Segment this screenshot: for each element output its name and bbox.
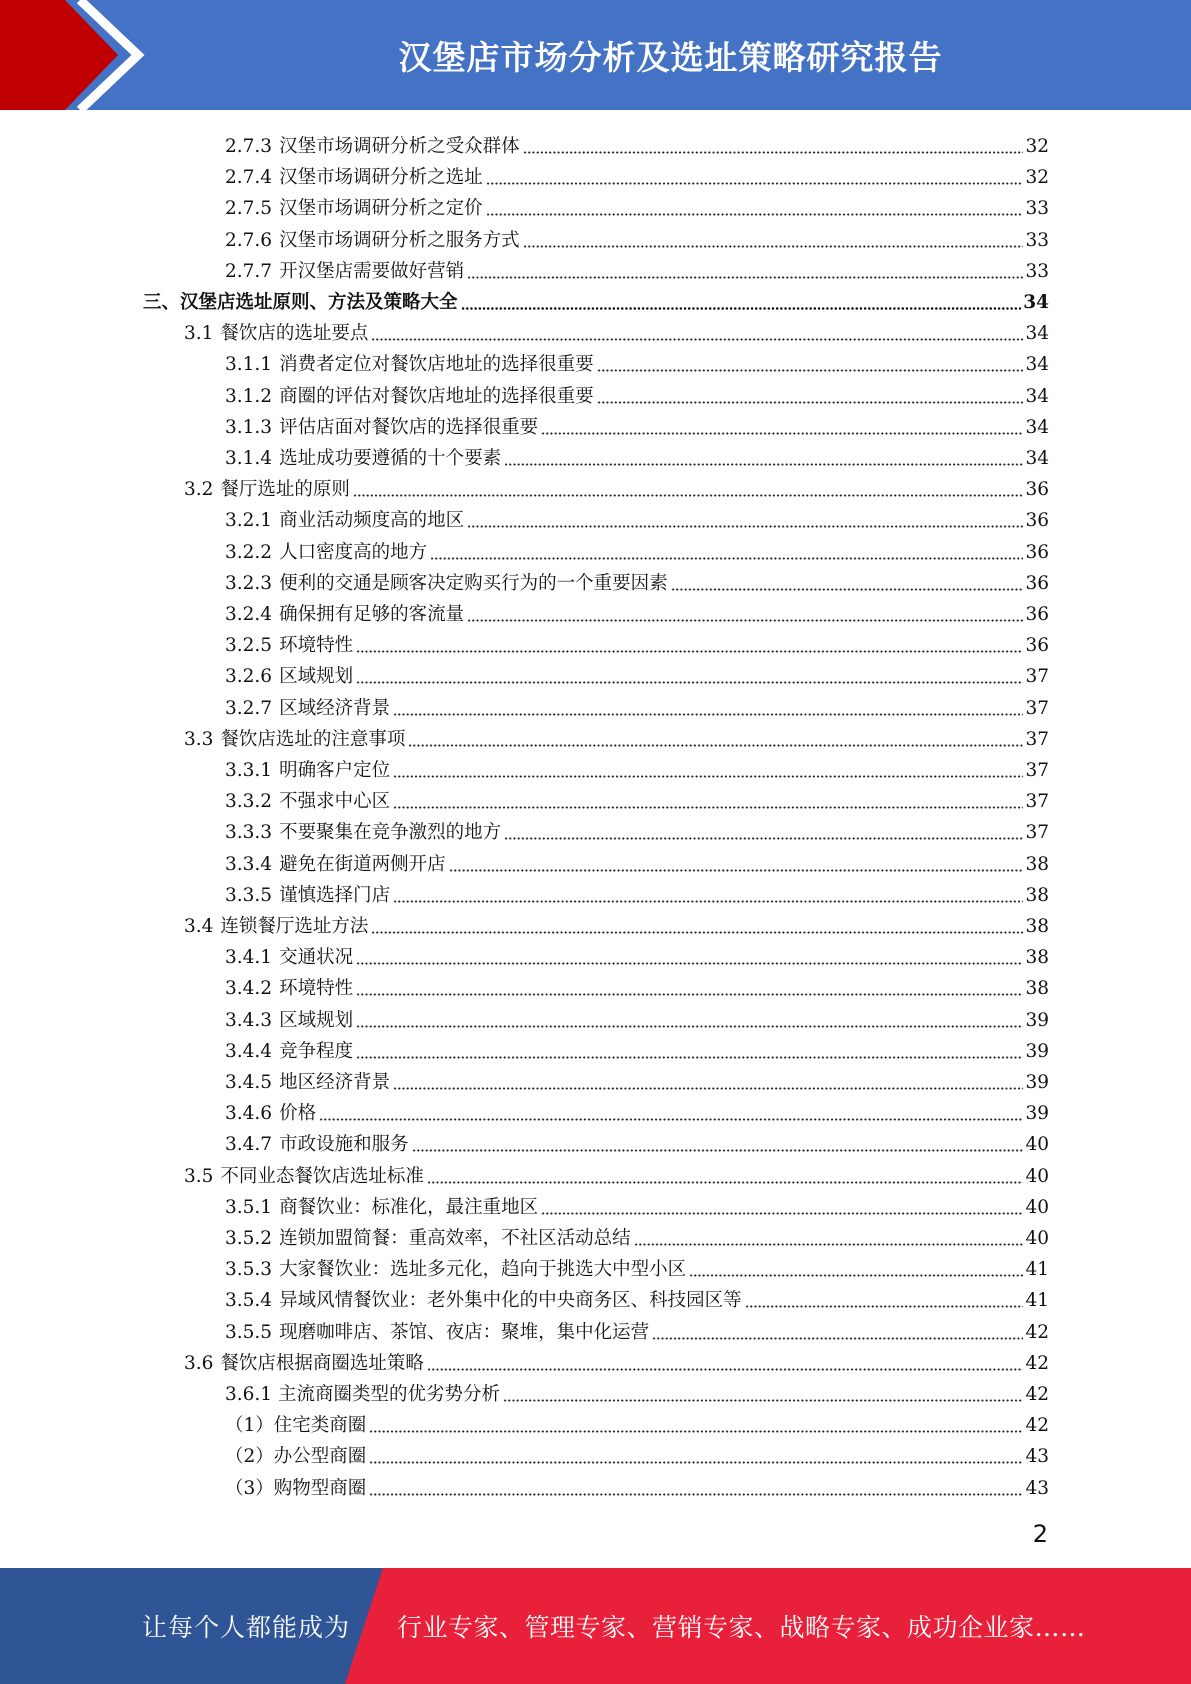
toc-entry-number: 3.4.5 <box>225 1072 273 1093</box>
toc-entry-page: 32 <box>1025 136 1049 157</box>
toc-entry[interactable] <box>225 345 1049 376</box>
toc-entry-number: 3.4.2 <box>225 978 273 1000</box>
toc-entry[interactable] <box>225 501 1049 532</box>
toc-entry-page: 40 <box>1025 1165 1049 1187</box>
toc-entry-page: 39 <box>1025 1103 1049 1125</box>
toc-entry-title: 人口密度高的地方 <box>279 541 428 563</box>
toc-dot-leader <box>504 837 1023 840</box>
toc-dot-leader <box>486 182 1024 185</box>
toc-entry-title: （3）购物型商圈 <box>225 1477 367 1499</box>
toc-dot-leader <box>371 931 1023 934</box>
toc-entry-title: 不强求中心区 <box>279 791 391 813</box>
toc-entry-page: 34 <box>1025 354 1049 376</box>
toc-entry-number: 2.7.6 <box>225 229 273 251</box>
toc-entry-page: 36 <box>1025 572 1049 594</box>
toc-entry-page: 38 <box>1025 978 1049 1000</box>
toc-entry[interactable] <box>225 782 1049 813</box>
toc-entry-page: 38 <box>1025 884 1049 906</box>
toc-entry-page: 38 <box>1025 853 1049 875</box>
page-footer <box>0 1568 1191 1684</box>
toc-entry-number: 3.3.2 <box>225 791 273 813</box>
toc-entry-page: 42 <box>1025 1352 1049 1374</box>
toc-entry-number: 2.7.4 <box>225 167 273 189</box>
toc-entry-page: 34 <box>1023 292 1049 313</box>
toc-dot-leader <box>371 338 1023 341</box>
toc-entry-title: 交通状况 <box>279 947 354 969</box>
toc-dot-leader <box>356 993 1023 996</box>
toc-entry-number: 3.2.4 <box>225 604 273 625</box>
toc-entry[interactable] <box>225 189 1049 220</box>
toc-dot-leader <box>356 681 1023 684</box>
toc-entry-number: 3.3.3 <box>225 822 273 844</box>
toc-entry[interactable] <box>225 127 1049 158</box>
toc-dot-leader <box>393 713 1023 716</box>
toc-entry-page: 42 <box>1025 1321 1049 1343</box>
toc-dot-leader <box>541 1212 1023 1215</box>
toc-entry-number: 2.7.7 <box>225 260 273 282</box>
toc-dot-leader <box>356 650 1023 653</box>
toc-entry[interactable] <box>225 689 1049 720</box>
toc-dot-leader <box>393 900 1023 903</box>
toc-entry-title: 环境特性 <box>279 635 354 657</box>
toc-entry-title: 区域经济背景 <box>279 697 391 719</box>
toc-entry-title: 谨慎选择门店 <box>279 884 391 906</box>
toc-entry-number: 3.4 <box>184 916 214 937</box>
toc-entry-title: （1）住宅类商圈 <box>225 1415 367 1437</box>
toc-entry[interactable] <box>143 283 1049 314</box>
toc-entry[interactable] <box>225 876 1049 907</box>
toc-dot-leader <box>634 1243 1024 1246</box>
toc-entry-number: 3.1.1 <box>225 354 273 376</box>
toc-entry-page: 43 <box>1025 1446 1049 1468</box>
toc-entry-title: 餐饮店选址的注意事项 <box>220 728 406 750</box>
toc-dot-leader <box>523 245 1024 248</box>
toc-dot-leader <box>503 1399 1023 1402</box>
toc-dot-leader <box>504 463 1023 466</box>
toc-entry-title: 确保拥有足够的客流量 <box>279 604 465 625</box>
toc-entry[interactable] <box>225 1125 1049 1156</box>
toc-dot-leader <box>393 775 1023 778</box>
toc-entry-title: 不要聚集在竞争激烈的地方 <box>279 822 502 844</box>
toc-entry-number: 3.4.6 <box>225 1103 273 1125</box>
toc-dot-leader <box>449 869 1024 872</box>
toc-entry-page: 33 <box>1025 229 1049 251</box>
page-header <box>0 0 1191 110</box>
toc-entry[interactable] <box>225 1188 1049 1219</box>
toc-entry[interactable] <box>184 1157 1049 1188</box>
toc-entry[interactable] <box>225 439 1049 470</box>
toc-entry[interactable] <box>225 1250 1049 1281</box>
toc-entry[interactable] <box>184 1344 1049 1375</box>
toc-entry-number: 3.4.1 <box>225 947 273 969</box>
toc-entry-title: 汉堡市场调研分析之受众群体 <box>279 136 520 157</box>
toc-entry[interactable] <box>225 1469 1049 1500</box>
toc-entry-page: 41 <box>1025 1259 1049 1281</box>
toc-entry[interactable] <box>225 626 1049 657</box>
toc-entry-number: 3.5 <box>184 1165 214 1187</box>
toc-entry-page: 32 <box>1025 167 1049 189</box>
toc-entry[interactable] <box>184 720 1049 751</box>
toc-dot-leader <box>408 744 1023 747</box>
toc-entry-page: 42 <box>1025 1415 1049 1437</box>
toc-entry-title: 开汉堡店需要做好营销 <box>279 260 465 282</box>
toc-entry-number: 3.2.2 <box>225 541 273 563</box>
toc-entry-number: 3.3.4 <box>225 853 273 875</box>
toc-entry-page: 33 <box>1025 260 1049 282</box>
toc-entry-title: 商圈的评估对餐饮店地址的选择很重要 <box>279 385 594 407</box>
toc-entry-title: 餐饮店的选址要点 <box>220 323 369 345</box>
toc-entry-title: 环境特性 <box>279 978 354 1000</box>
toc-entry-title: 区域规划 <box>279 666 354 688</box>
toc-entry-number: 3.2.6 <box>225 666 273 688</box>
toc-entry-title: 连锁餐厅选址方法 <box>220 916 369 937</box>
toc-entry-page: 34 <box>1025 416 1049 438</box>
toc-entry[interactable] <box>225 1281 1049 1312</box>
toc-entry-title: 异域风情餐饮业：老外集中化的中央商务区、科技园区等 <box>279 1290 742 1312</box>
toc-entry-title: 餐厅选址的原则 <box>220 479 350 501</box>
toc-entry-title: 连锁加盟简餐：重高效率，不社区活动总结 <box>279 1228 631 1249</box>
toc-entry[interactable] <box>225 751 1049 782</box>
toc-entry-title: 现磨咖啡店、茶馆、夜店：聚堆，集中化运营 <box>279 1321 650 1343</box>
toc-entry-page: 36 <box>1025 510 1049 532</box>
toc-entry-title: 3.6.1 主流商圈类型的优劣势分析 <box>225 1384 500 1405</box>
toc-dot-leader <box>353 494 1024 497</box>
toc-entry[interactable] <box>225 1219 1049 1250</box>
toc-entry-page: 36 <box>1025 541 1049 563</box>
toc-entry-number: 3.2 <box>184 479 214 501</box>
toc-entry-title: 市政设施和服务 <box>279 1134 409 1156</box>
toc-entry[interactable] <box>225 408 1049 439</box>
toc-entry[interactable] <box>225 1063 1049 1094</box>
toc-dot-leader <box>597 401 1024 404</box>
toc-entry-number: 3.1.4 <box>225 448 273 469</box>
toc-entry-page: 39 <box>1025 1040 1049 1062</box>
toc-entry-title: 区域规划 <box>279 1009 354 1031</box>
toc-entry[interactable] <box>225 1375 1049 1406</box>
toc-entry-title: 餐饮店根据商圈选址策略 <box>220 1352 424 1374</box>
toc-entry[interactable] <box>225 1313 1049 1344</box>
toc-entry-page: 40 <box>1025 1134 1049 1156</box>
toc-entry-title: 不同业态餐饮店选址标准 <box>220 1165 424 1187</box>
toc-entry-title: 选址成功要遵循的十个要素 <box>279 448 502 469</box>
toc-entry-number: 3.4.4 <box>225 1040 273 1062</box>
toc-dot-leader <box>356 1056 1023 1059</box>
toc-entry-page: 34 <box>1025 385 1049 407</box>
toc-dot-leader <box>689 1274 1023 1277</box>
toc-entry-number: 3.3.1 <box>225 760 273 781</box>
toc-dot-leader <box>652 1337 1023 1340</box>
toc-entry[interactable] <box>225 533 1049 564</box>
toc-entry-page: 40 <box>1025 1196 1049 1218</box>
toc-entry-page: 38 <box>1025 916 1049 937</box>
toc-entry-title: 汉堡市场调研分析之选址 <box>279 167 483 189</box>
toc-dot-leader <box>319 1118 1023 1121</box>
toc-entry-number: 2.7.3 <box>225 136 273 157</box>
toc-entry-page: 37 <box>1025 666 1049 688</box>
toc-entry-page: 36 <box>1025 635 1049 657</box>
toc-entry-page: 41 <box>1025 1290 1049 1312</box>
toc-entry[interactable] <box>225 938 1049 969</box>
toc-dot-leader <box>427 1181 1024 1184</box>
toc-entry-number: 3.3.5 <box>225 884 273 906</box>
toc-entry-number: 3.1 <box>184 323 214 345</box>
toc-dot-leader <box>369 1430 1023 1433</box>
toc-dot-leader <box>356 1025 1023 1028</box>
toc-dot-leader <box>356 962 1023 965</box>
toc-entry-number: 3.2.3 <box>225 572 273 594</box>
toc-entry-page: 43 <box>1025 1477 1049 1499</box>
toc-entry-number: 3.4.7 <box>225 1134 273 1156</box>
toc-entry-title: 便利的交通是顾客决定购买行为的一个重要因素 <box>279 572 668 594</box>
toc-entry[interactable] <box>225 1094 1049 1125</box>
toc-entry-title: 消费者定位对餐饮店地址的选择很重要 <box>279 354 594 376</box>
toc-dot-leader <box>393 1087 1023 1090</box>
toc-entry-title: 明确客户定位 <box>279 760 391 781</box>
toc-entry[interactable] <box>184 907 1049 938</box>
toc-entry-number: 3.4.3 <box>225 1009 273 1031</box>
toc-dot-leader <box>523 151 1024 154</box>
toc-entry-number: 3.2.7 <box>225 697 273 719</box>
toc-entry[interactable] <box>184 470 1049 501</box>
toc-entry-page: 33 <box>1025 198 1049 220</box>
toc-entry[interactable] <box>225 1001 1049 1032</box>
toc-entry-page: 38 <box>1025 947 1049 969</box>
toc-entry[interactable] <box>225 969 1049 1000</box>
toc-entry-page: 34 <box>1025 448 1049 469</box>
toc-entry-title: 评估店面对餐饮店的选择很重要 <box>279 416 539 438</box>
toc-entry[interactable] <box>225 813 1049 844</box>
toc-entry[interactable] <box>225 377 1049 408</box>
toc-dot-leader <box>369 1493 1023 1496</box>
toc-entry[interactable] <box>225 158 1049 189</box>
toc-dot-leader <box>467 276 1023 279</box>
footer-slogan-right: 行业专家、管理专家、营销专家、战略专家、成功企业家…… <box>397 1613 1086 1642</box>
toc-entry[interactable] <box>184 314 1049 345</box>
toc-entry-title: 竞争程度 <box>279 1040 354 1062</box>
toc-entry-page: 36 <box>1025 604 1049 625</box>
footer-slogan-left: 让每个人都能成为 <box>142 1613 351 1642</box>
toc-entry[interactable] <box>225 1437 1049 1468</box>
toc-entry-title: 商业活动频度高的地区 <box>279 510 465 532</box>
toc-entry-page: 36 <box>1025 479 1049 501</box>
toc-dot-leader <box>671 588 1024 591</box>
toc-entry-page: 39 <box>1025 1009 1049 1031</box>
toc-entry-page: 34 <box>1025 323 1049 345</box>
toc-dot-leader <box>369 1461 1023 1464</box>
toc-entry-number: 3.2.1 <box>225 510 273 532</box>
toc-dot-leader <box>461 307 1022 310</box>
toc-entry-title: 汉堡市场调研分析之服务方式 <box>279 229 520 251</box>
toc-entry-title: 商餐饮业：标准化，最注重地区 <box>279 1196 539 1218</box>
toc-entry-title: 大家餐饮业：选址多元化，趋向于挑选大中型小区 <box>279 1259 687 1281</box>
toc-dot-leader <box>467 525 1023 528</box>
toc-entry-title: （2）办公型商圈 <box>225 1446 367 1468</box>
toc-entry-title: 地区经济背景 <box>279 1072 391 1093</box>
toc-entry-title: 三、汉堡店选址原则、方法及策略大全 <box>143 292 458 313</box>
toc-entry-page: 42 <box>1025 1384 1049 1405</box>
toc-entry-title: 汉堡市场调研分析之定价 <box>279 198 483 220</box>
toc-dot-leader <box>430 557 1023 560</box>
toc-dot-leader <box>412 1149 1024 1152</box>
toc-entry-number: 3.5.3 <box>225 1259 273 1281</box>
toc-entry-number: 3.1.3 <box>225 416 273 438</box>
toc-entry-number: 3.5.2 <box>225 1228 273 1249</box>
toc-entry[interactable] <box>225 1032 1049 1063</box>
toc-entry-page: 37 <box>1025 697 1049 719</box>
toc-entry-number: 3.1.2 <box>225 385 273 407</box>
toc-dot-leader <box>486 213 1024 216</box>
toc-entry-number: 3.5.4 <box>225 1290 273 1312</box>
toc-dot-leader <box>467 619 1023 622</box>
toc-entry-page: 37 <box>1025 728 1049 750</box>
toc-dot-leader <box>541 432 1023 435</box>
toc-entry[interactable] <box>225 657 1049 688</box>
toc-entry[interactable] <box>225 221 1049 252</box>
toc-entry-number: 3.3 <box>184 728 214 750</box>
toc-entry-page: 39 <box>1025 1072 1049 1093</box>
toc-entry[interactable] <box>225 595 1049 626</box>
page-number: 2 <box>1032 1520 1048 1548</box>
toc-dot-leader <box>427 1368 1024 1371</box>
toc-entry[interactable] <box>225 845 1049 876</box>
toc-entry-number: 3.5.5 <box>225 1321 273 1343</box>
toc-dot-leader <box>393 806 1023 809</box>
toc-dot-leader <box>597 369 1024 372</box>
toc-entry[interactable] <box>225 1406 1049 1437</box>
toc-entry-number: 2.7.5 <box>225 198 273 220</box>
toc-entry-title: 价格 <box>279 1103 317 1125</box>
toc-entry-page: 37 <box>1025 791 1049 813</box>
toc-entry-number: 3.2.5 <box>225 635 273 657</box>
toc-entry-number: 3.6 <box>184 1352 214 1374</box>
toc-entry[interactable] <box>225 564 1049 595</box>
document-title: 汉堡店市场分析及选址策略研究报告 <box>398 37 943 77</box>
toc-entry-page: 40 <box>1025 1228 1049 1249</box>
toc-entry-page: 37 <box>1025 760 1049 781</box>
toc-entry[interactable] <box>225 252 1049 283</box>
toc-entry-title: 避免在街道两侧开店 <box>279 853 446 875</box>
toc-entry-number: 3.5.1 <box>225 1196 273 1218</box>
toc-dot-leader <box>745 1305 1024 1308</box>
toc-entry-page: 37 <box>1025 822 1049 844</box>
